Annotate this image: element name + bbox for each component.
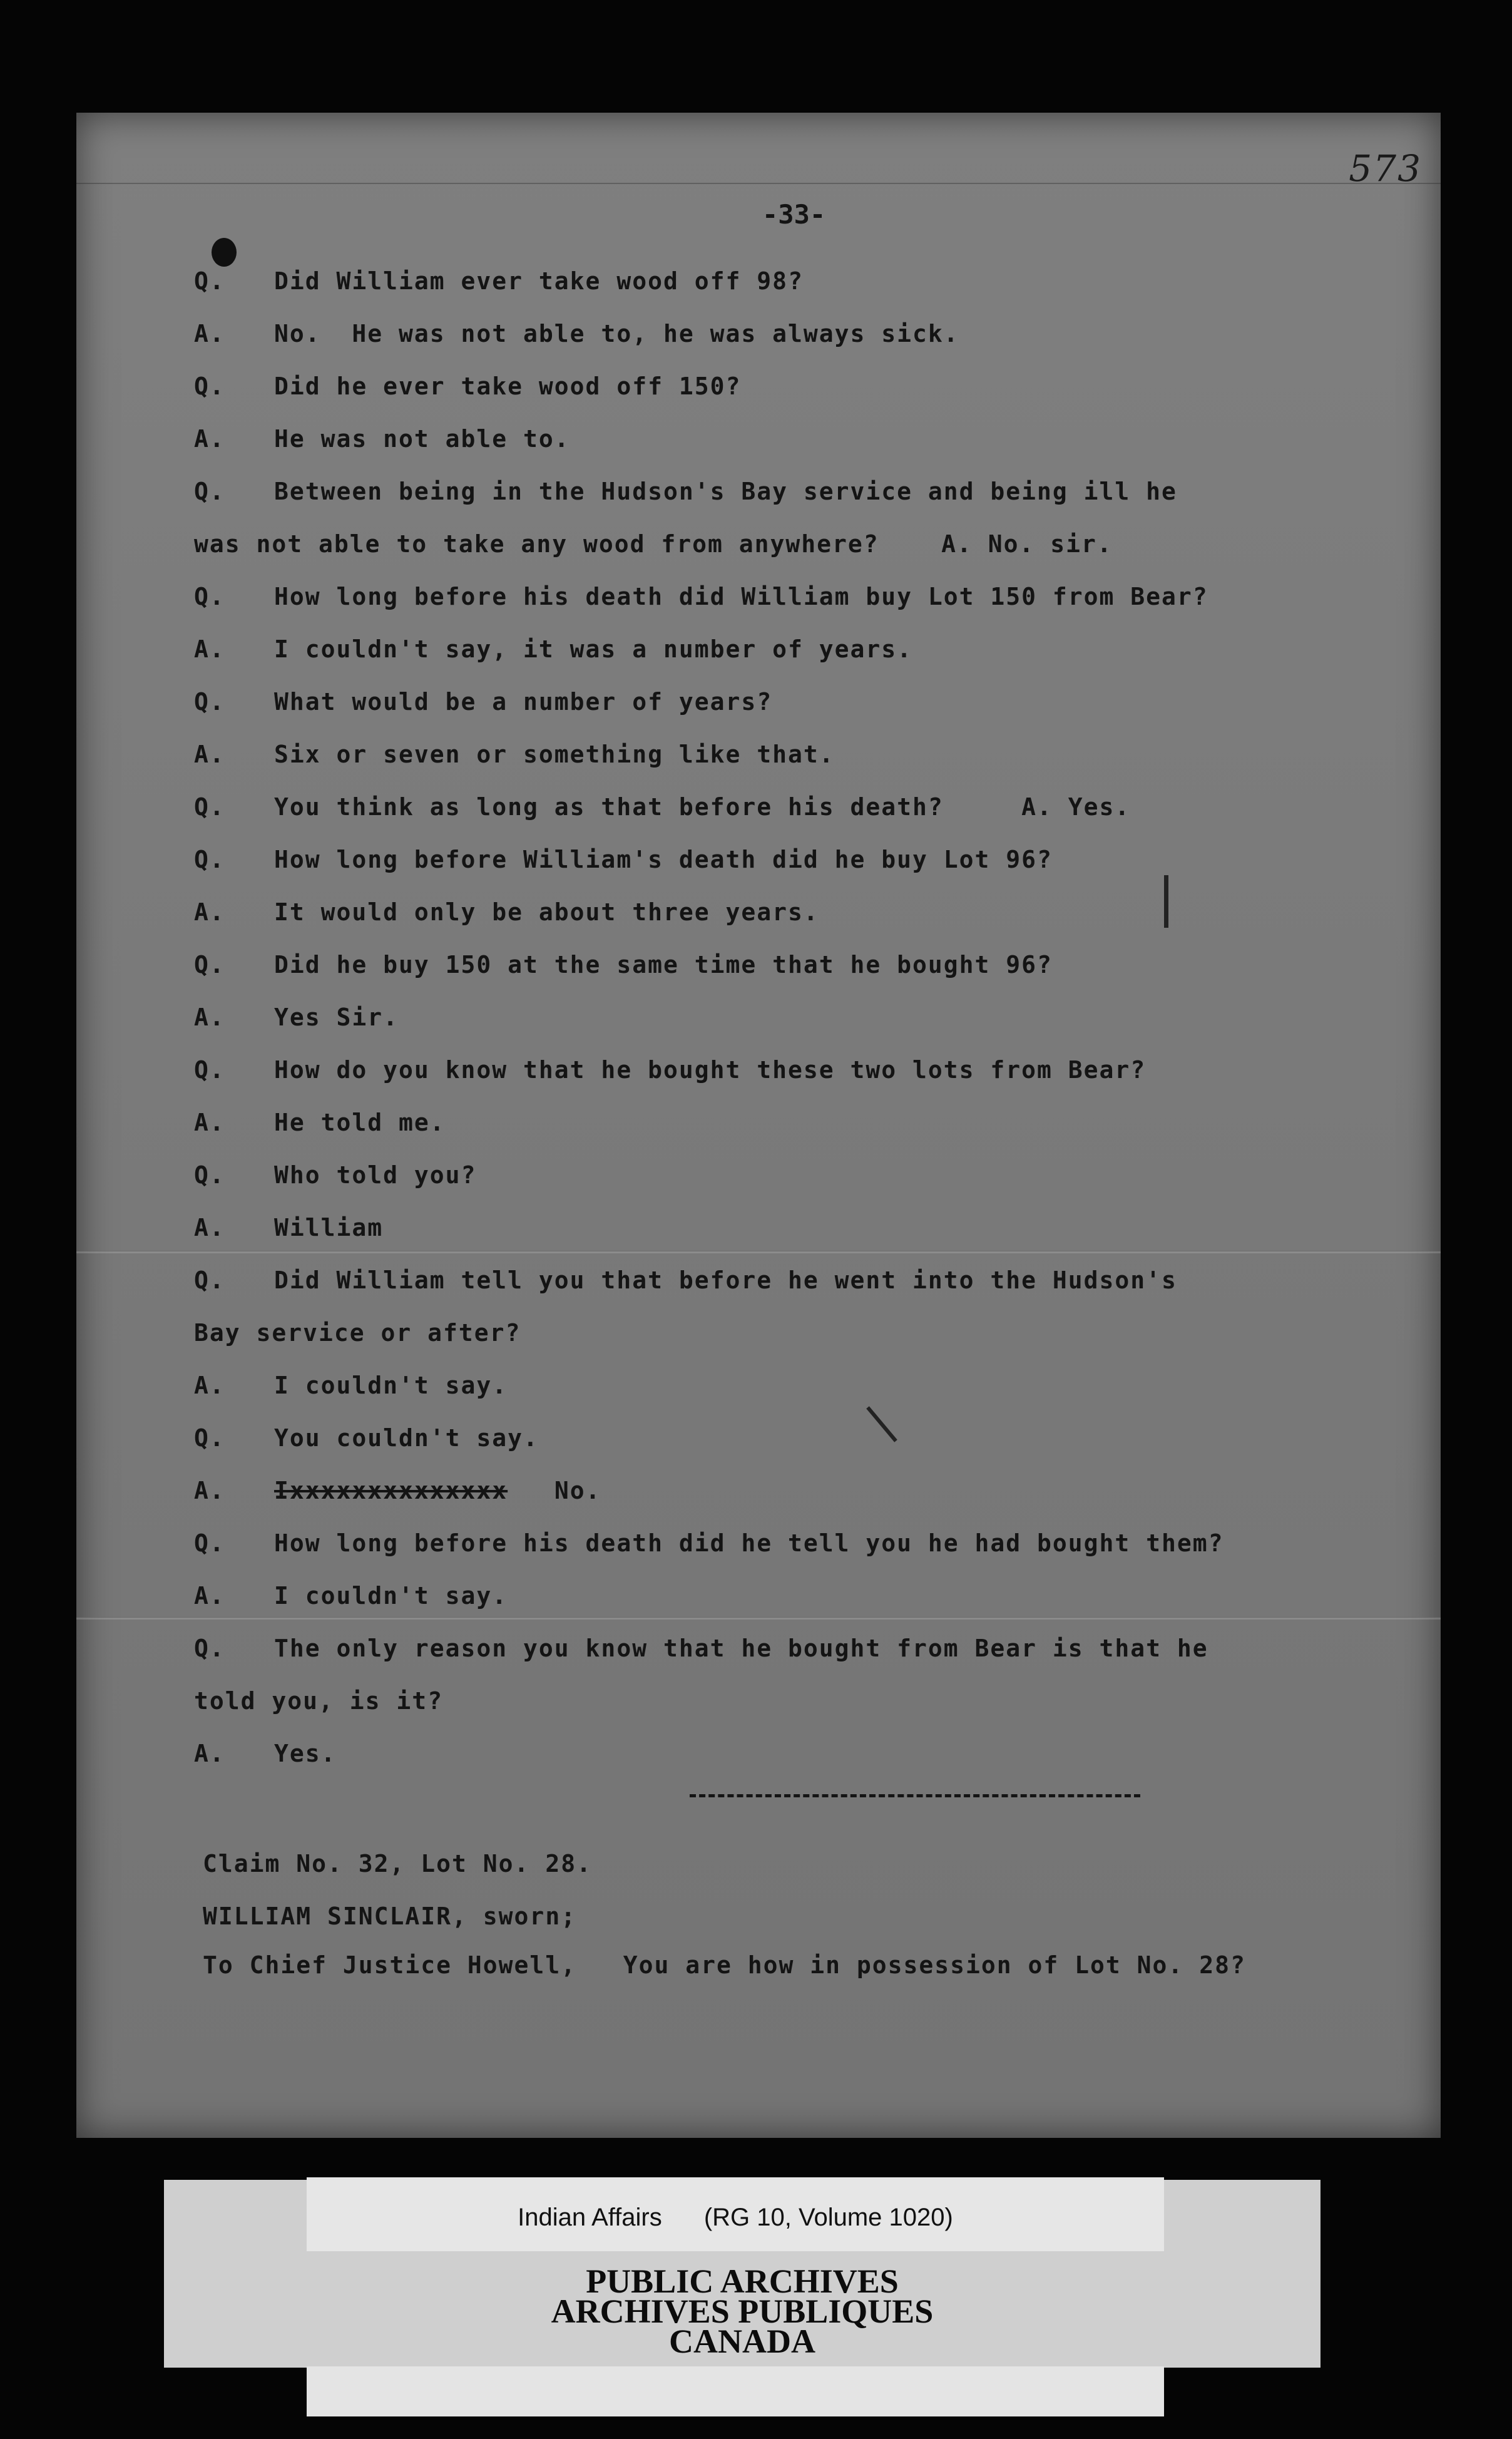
line-text: The only reason you know that he bought from Bear is that he <box>274 1635 1208 1662</box>
qa-marker: A. <box>194 1582 225 1610</box>
transcript-line <box>194 269 804 293</box>
archives-line-3: CANADA <box>669 2323 815 2360</box>
fold-line <box>76 1251 1441 1253</box>
transcript-line <box>194 1479 601 1502</box>
pencil-mark <box>1164 875 1168 928</box>
qa-marker: A. <box>194 635 225 663</box>
top-rule <box>76 183 1441 184</box>
department-label: Indian Affairs <box>518 2204 662 2231</box>
line-text: I couldn't say, it was a number of years. <box>274 635 912 663</box>
line-text: told you, is it? <box>194 1687 444 1715</box>
transcript-line <box>194 637 912 661</box>
qa-marker: Q. <box>194 793 225 821</box>
line-text: You think as long as that before his death? A. Yes. <box>274 793 1131 821</box>
line-text: Between being in the Hudson's Bay service and being ill he <box>274 478 1177 505</box>
qa-marker: A. <box>194 1477 225 1504</box>
ink-blot <box>212 238 237 267</box>
line-text: Six or seven or something like that. <box>274 741 835 768</box>
page-number: -33- <box>762 199 826 230</box>
line-text: Did he ever take wood off 150? <box>274 372 742 400</box>
qa-marker: Q. <box>194 688 225 716</box>
line-text: How long before his death did William buy Lot 150 from Bear? <box>274 583 1208 610</box>
line-text: I couldn't say. <box>274 1372 508 1399</box>
transcript-line <box>194 1742 337 1765</box>
qa-marker: A. <box>194 425 225 453</box>
qa-marker: Q. <box>194 1161 225 1189</box>
qa-marker: A. <box>194 1740 225 1767</box>
line-text: Yes. <box>274 1740 337 1767</box>
line-text: Did William tell you that before he went into the Hudson's <box>274 1266 1177 1294</box>
line-text: Yes Sir. <box>274 1004 399 1031</box>
transcript-line <box>194 374 741 398</box>
claim-line: Claim No. 32, Lot No. 28. <box>203 1850 592 1877</box>
transcript-line <box>194 848 1053 871</box>
folio-number: 573 <box>1349 147 1422 190</box>
transcript-line <box>194 1058 1146 1082</box>
reference-label: (RG 10, Volume 1020) <box>703 2204 953 2231</box>
line-text: How long before his death did he tell you he had bought them? <box>274 1529 1224 1557</box>
transcript-line <box>194 690 772 714</box>
transcript-line <box>194 585 1208 608</box>
qa-marker: Q. <box>194 951 225 978</box>
transcript-line <box>194 1636 1208 1660</box>
line-text: It would only be about three years. <box>274 898 819 926</box>
transcript-line <box>194 1374 508 1397</box>
archives-line-2: ARCHIVES PUBLIQUES <box>551 2293 934 2330</box>
qa-marker: Q. <box>194 1529 225 1557</box>
archive-label-strip <box>307 2366 1164 2416</box>
qa-marker: Q. <box>194 1635 225 1662</box>
line-text: William <box>274 1214 384 1241</box>
line-text: How do you know that he bought these two lots from Bear? <box>274 1056 1147 1084</box>
qa-marker: Q. <box>194 267 225 295</box>
line-text: He was not able to. <box>274 425 570 453</box>
line-text: Who told you? <box>274 1161 477 1189</box>
transcript-line <box>194 795 1130 819</box>
archives-stamp <box>164 2262 1320 2360</box>
archive-reference <box>307 2204 1164 2232</box>
qa-marker: Q. <box>194 372 225 400</box>
struck-out-text: Ixxxxxxxxxxxxxx <box>274 1477 508 1504</box>
qa-marker: Q. <box>194 478 225 505</box>
fold-line <box>76 1617 1441 1620</box>
line-text: Did William ever take wood off 98? <box>274 267 804 295</box>
qa-marker: A. <box>194 1109 225 1136</box>
qa-marker: Q. <box>194 583 225 610</box>
qa-marker: A. <box>194 1004 225 1031</box>
transcript-line <box>194 742 835 766</box>
transcript-line <box>194 480 1177 503</box>
qa-marker: A. <box>194 741 225 768</box>
line-text: What would be a number of years? <box>274 688 773 716</box>
transcript-line <box>194 1216 383 1240</box>
transcript-line <box>194 1584 508 1608</box>
line-text: I couldn't say. <box>274 1582 508 1610</box>
line-text: Did he buy 150 at the same time that he bought 96? <box>274 951 1053 978</box>
transcript-line <box>194 1005 399 1029</box>
qa-marker: A. <box>194 898 225 926</box>
line-text: He told me. <box>274 1109 446 1136</box>
transcript-line <box>194 532 1113 556</box>
transcript-line <box>194 1531 1224 1555</box>
transcript-line <box>194 1268 1177 1292</box>
qa-marker: A. <box>194 1372 225 1399</box>
qa-marker: Q. <box>194 846 225 873</box>
qa-marker: A. <box>194 320 225 347</box>
line-text: How long before William's death did he buy Lot 96? <box>274 846 1053 873</box>
dashed-separator <box>690 1794 1140 1797</box>
qa-marker: Q. <box>194 1056 225 1084</box>
line-text: No. He was not able to, he was always sick. <box>274 320 959 347</box>
transcript-line <box>194 900 819 924</box>
qa-marker: Q. <box>194 1266 225 1294</box>
pencil-mark <box>866 1406 897 1442</box>
line-text: You couldn't say. <box>274 1424 539 1452</box>
transcript-line <box>194 1426 539 1450</box>
document-page <box>76 113 1441 2138</box>
transcript-line <box>194 953 1053 977</box>
archives-line-1: PUBLIC ARCHIVES <box>586 2262 899 2300</box>
qa-marker: Q. <box>194 1424 225 1452</box>
transcript-line <box>194 1689 443 1713</box>
transcript-line <box>194 1163 476 1187</box>
line-text: Bay service or after? <box>194 1319 521 1347</box>
transcript-line <box>194 427 570 451</box>
transcript-line <box>194 322 959 346</box>
claim-line: To Chief Justice Howell, You are how in possession of Lot No. 28? <box>203 1951 1246 1979</box>
claim-line: WILLIAM SINCLAIR, sworn; <box>203 1902 577 1930</box>
line-text: No. <box>554 1477 601 1504</box>
line-text: was not able to take any wood from anywhere? A. No. sir. <box>194 530 1113 558</box>
transcript-line <box>194 1111 446 1134</box>
transcript-line <box>194 1321 521 1345</box>
qa-marker: A. <box>194 1214 225 1241</box>
